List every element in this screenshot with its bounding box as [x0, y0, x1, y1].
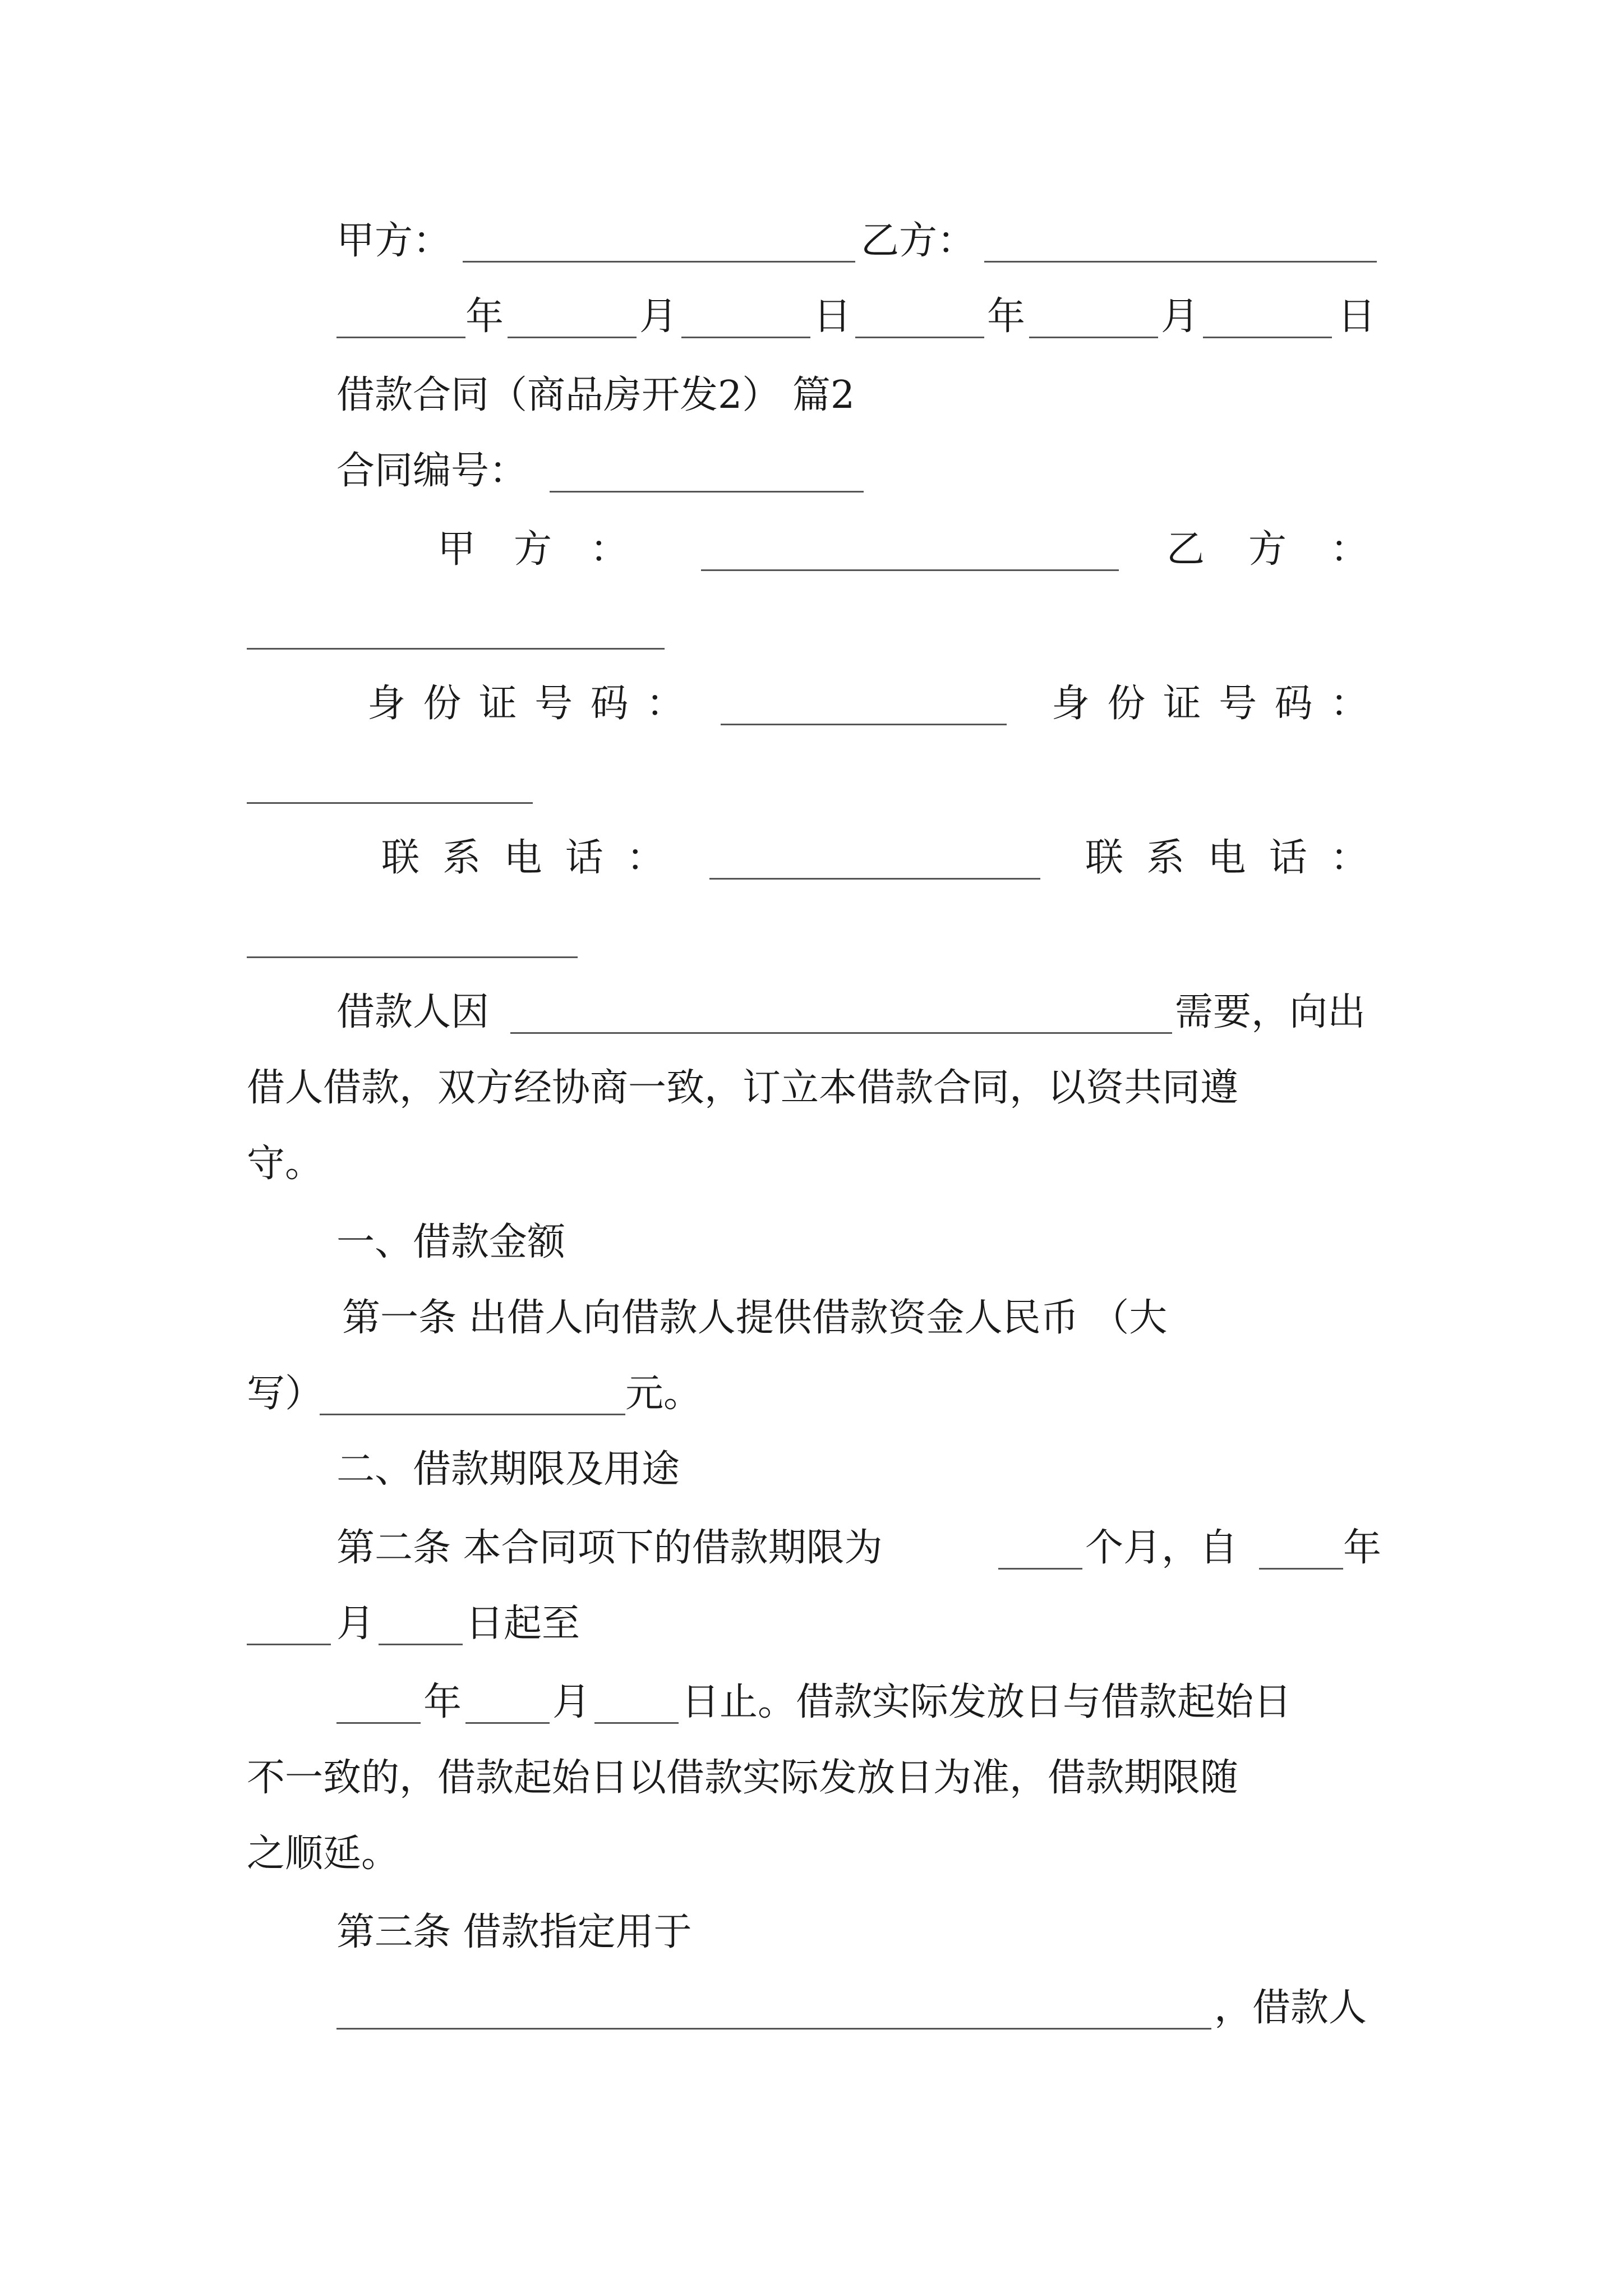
signature-dates-line [0, 289, 1623, 345]
party-b-name-blank[interactable] [247, 648, 665, 650]
article-2-year: 年 [1343, 1526, 1382, 1570]
start-year-blank[interactable] [1259, 1568, 1343, 1570]
party-b-label: 乙方： [861, 219, 976, 263]
end-day-blank[interactable] [594, 1722, 679, 1724]
article-1-suffix: 元。 [625, 1372, 702, 1416]
intro-line-3 [0, 1136, 1623, 1192]
phone-a-label [381, 830, 665, 886]
phone-a-char: 系 [442, 836, 481, 880]
id-number-b-label [1052, 676, 1368, 732]
id-b-char: 份 [1107, 682, 1146, 726]
loan-purpose-blank[interactable] [336, 2028, 1211, 2030]
article-3-tail: ，借款人 [1214, 1986, 1367, 2030]
phone-a-blank[interactable] [709, 878, 1040, 880]
date-b-month-label: 月 [1161, 295, 1200, 339]
end-month-blank[interactable] [465, 1722, 550, 1724]
intro-line-2 [0, 1060, 1623, 1116]
end-month-label: 月 [552, 1680, 591, 1724]
id-b-char: 证 [1163, 682, 1201, 726]
phone-b-char: ： [1330, 836, 1368, 880]
phone-b-char: 话 [1269, 836, 1307, 880]
date-b-month-blank[interactable] [1029, 337, 1158, 338]
id-a-char: 身 [367, 682, 406, 726]
article-1-line-2 [0, 1366, 1623, 1422]
article-2-line-4 [0, 1750, 1623, 1806]
start-month-blank[interactable] [247, 1644, 331, 1645]
id-a-char: 份 [423, 682, 462, 726]
date-a-day-blank[interactable] [681, 337, 810, 338]
contract-title: 借款合同（商品房开发2） 篇2 [336, 373, 855, 417]
id-a-char: 证 [478, 682, 517, 726]
id-b-char: 身 [1052, 682, 1090, 726]
end-rest-text: 日止。借款实际发放日与借款起始日 [681, 1680, 1292, 1724]
party-a-char: 方 [513, 527, 552, 572]
party-b-char: ： [1330, 527, 1368, 572]
party-a-blank[interactable] [463, 261, 855, 263]
id-number-line [0, 676, 1623, 732]
article-3-line-1 [0, 1904, 1623, 1961]
article-3-text: 第三条 借款指定用于 [336, 1910, 692, 1954]
party-b-char: 方 [1248, 527, 1287, 572]
phone-b-label [1085, 830, 1368, 886]
loan-months-blank[interactable] [998, 1568, 1082, 1570]
start-day-blank[interactable] [379, 1644, 463, 1645]
article-2-months: 个月，自 [1085, 1526, 1238, 1570]
article-2-line-5 [0, 1826, 1623, 1882]
id-b-char: ： [1330, 682, 1368, 726]
id-a-char: 码 [590, 682, 629, 726]
article-2-month: 月 [336, 1602, 375, 1646]
phone-line [0, 830, 1623, 886]
phone-a-char: 话 [565, 836, 603, 880]
phone-b-blank[interactable] [247, 956, 578, 958]
article-2-text-5: 之顺延。 [247, 1832, 400, 1876]
article-1-line-1 [0, 1290, 1623, 1346]
date-a-year-label: 年 [465, 295, 504, 339]
contract-number-label: 合同编号： [336, 449, 528, 493]
contract-number-line [0, 443, 1623, 499]
loan-amount-blank[interactable] [320, 1414, 625, 1415]
party-a-name-blank[interactable] [701, 569, 1119, 571]
section-1-heading: 一、借款金额 [336, 1220, 566, 1264]
section-2-heading: 二、借款期限及用途 [336, 1447, 680, 1492]
contract-number-blank[interactable] [550, 491, 864, 493]
party-a-char: ： [589, 527, 628, 572]
date-b-year-label: 年 [987, 295, 1026, 339]
date-a-day-label: 日 [813, 295, 852, 339]
article-2-line-1 [0, 1520, 1623, 1576]
article-2-text-4: 不一致的，借款起始日以借款实际发放日为准，借款期限随 [247, 1756, 1239, 1800]
article-2-line-2 [0, 1596, 1623, 1652]
id-b-char: 号 [1219, 682, 1257, 726]
article-1-text: 第一条 出借人向借款人提供借款资金人民币 （大 [342, 1296, 1168, 1340]
phone-b-char: 联 [1085, 836, 1124, 880]
article-1-prefix: 写） [247, 1372, 324, 1416]
end-year-label: 年 [423, 1680, 462, 1724]
date-a-month-label: 月 [639, 295, 678, 339]
end-year-blank[interactable] [336, 1722, 421, 1724]
party-b-char: 乙 [1166, 527, 1205, 572]
party-b-spaced-label [1166, 522, 1368, 578]
article-3-line-2 [0, 1980, 1623, 2036]
date-a-month-blank[interactable] [508, 337, 637, 338]
intro-prefix: 借款人因 [336, 990, 490, 1034]
party-a-spaced-label [437, 522, 628, 578]
date-a-year-blank[interactable] [336, 337, 465, 338]
id-b-char: 码 [1274, 682, 1313, 726]
phone-b-char: 电 [1207, 836, 1246, 880]
date-b-day-blank[interactable] [1203, 337, 1332, 338]
phone-a-char: 联 [381, 836, 420, 880]
section-2-heading-line [0, 1442, 1623, 1498]
contract-title-line [0, 367, 1623, 424]
article-2-day-to: 日起至 [465, 1602, 580, 1646]
intro-text-2: 借人借款，双方经协商一致，订立本借款合同，以资共同遵 [247, 1066, 1239, 1110]
id-number-a-blank[interactable] [721, 724, 1007, 725]
signature-parties-line [0, 213, 1623, 269]
intro-text-3: 守。 [247, 1142, 324, 1186]
party-a-char: 甲 [437, 527, 476, 572]
id-number-b-blank[interactable] [247, 802, 533, 804]
intro-line-1 [0, 984, 1623, 1041]
phone-b-char: 系 [1146, 836, 1185, 880]
party-a-label: 甲方： [336, 219, 451, 263]
party-b-blank[interactable] [984, 261, 1377, 263]
section-1-heading-line [0, 1214, 1623, 1271]
date-b-day-label: 日 [1338, 295, 1376, 339]
loan-reason-blank[interactable] [510, 1032, 1172, 1034]
intro-suffix: 需要，向出 [1175, 990, 1366, 1034]
phone-a-char: ： [626, 836, 665, 880]
id-a-char: ： [645, 682, 684, 726]
phone-a-char: 电 [504, 836, 542, 880]
id-number-a-label [367, 676, 684, 732]
article-2-line-3 [0, 1674, 1623, 1731]
id-a-char: 号 [534, 682, 573, 726]
parties-line [0, 522, 1623, 578]
date-b-year-blank[interactable] [855, 337, 984, 338]
article-2-prefix: 第二条 本合同项下的借款期限为 [336, 1526, 883, 1570]
